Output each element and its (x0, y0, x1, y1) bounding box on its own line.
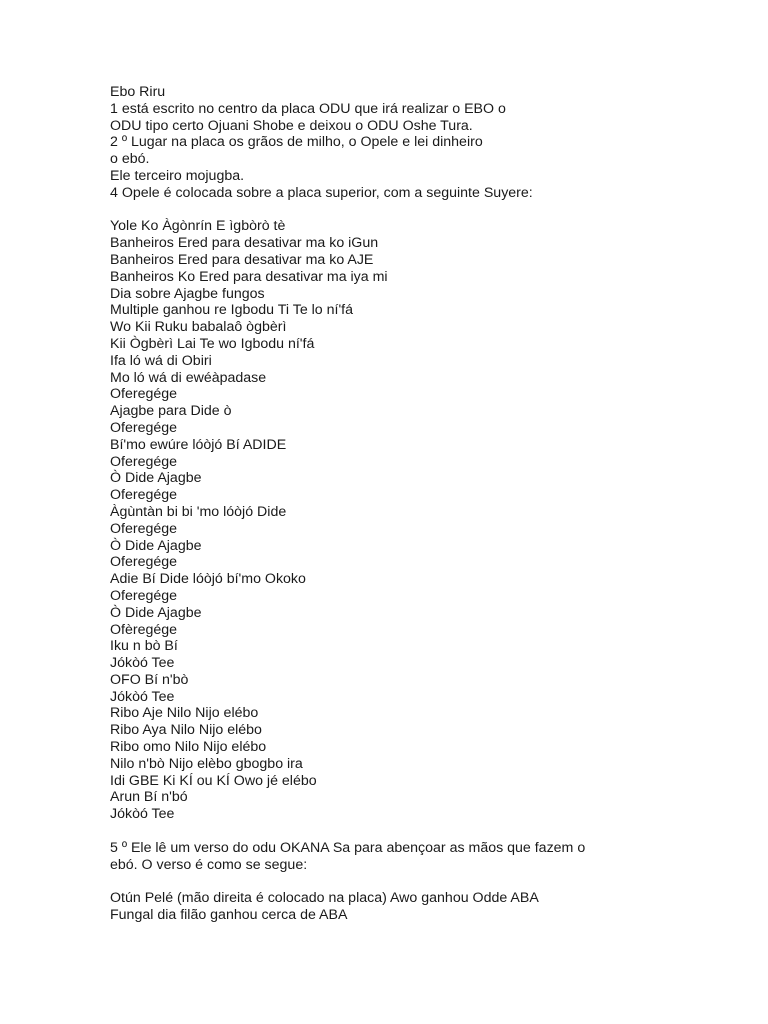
text-line: Otún Pelé (mão direita é colocado na placa) Awo ganhou Odde ABA (110, 890, 539, 907)
text-line: Bí'mo ewúre lóòjó Bí ADIDE (110, 436, 287, 453)
text-line: Arun Bí n'bó (110, 789, 188, 806)
blank-line (110, 202, 710, 219)
text-line: 1 está escrito no centro da placa ODU que irá realizar o EBO o (110, 100, 506, 117)
text-line: Multiple ganhou re Igbodu Ti Te lo ní'fá (110, 302, 354, 319)
text-line: Ò Dide Ajagbe (110, 604, 202, 621)
text-line: ebó. O verso é como se segue: (110, 856, 308, 873)
text-line: Mo ló wá di ewéàpadase (110, 369, 267, 386)
text-line: Yole Ko Àgònrín E ìgbòrò tè (110, 218, 286, 235)
text-line: Ebo Riru (110, 84, 166, 100)
text-line: Oferegége (110, 419, 178, 436)
text-line: Kii Ògbèrì Lai Te wo Igbodu ní'fá (110, 335, 315, 352)
text-line: Ribo omo Nilo Nijo elébo (110, 739, 267, 756)
document-body (110, 84, 710, 924)
text-line: Nilo n'bò Nijo elèbo gbogbo ira (110, 755, 303, 772)
text-line: ODU tipo certo Ojuani Shobe e deixou o ODU Oshe Tura. (110, 117, 473, 134)
text-line: Banheiros Ko Ered para desativar ma iya mi (110, 268, 388, 285)
text-line: Oferegége (110, 386, 178, 403)
blank-line (110, 873, 710, 890)
text-line: Ele terceiro mojugba. (110, 167, 245, 184)
text-line: Oferegége (110, 453, 178, 470)
text-line: Jókòó Tee (110, 688, 175, 705)
text-line: Idi GBE Ki KÍ ou KÍ Owo jé elébo (110, 772, 317, 789)
text-line: 5 º Ele lê um verso do odu OKANA Sa para abençoar as mãos que fazem o (110, 839, 586, 856)
text-line: Jókòó Tee (110, 655, 175, 672)
text-line: Jókòó Tee (110, 806, 175, 823)
text-line: 2 º Lugar na placa os grãos de milho, o Opele e lei dinheiro (110, 134, 483, 151)
text-line: Oferegége (110, 520, 178, 537)
text-line: Banheiros Ered para desativar ma ko iGun (110, 235, 379, 252)
text-line: Adie Bí Dide lóòjó bí'mo Okoko (110, 571, 306, 588)
text-line: Àgùntàn bi bi 'mo lóòjó Dide (110, 503, 287, 520)
text-line: OFO Bí n'bò (110, 671, 189, 688)
text-line: Ò Dide Ajagbe (110, 470, 202, 487)
text-line: Wo Kii Ruku babalaô ògbèrì (110, 319, 287, 336)
text-line: Ajagbe para Dide ò (110, 403, 232, 420)
text-line: Oferegége (110, 487, 178, 504)
text-line: o ebó. (110, 151, 150, 168)
text-line: Oferegége (110, 587, 178, 604)
text-line: Ribo Aya Nilo Nijo elébo (110, 722, 262, 739)
text-line: 4 Opele é colocada sobre a placa superior, com a seguinte Suyere: (110, 184, 533, 201)
text-line: Fungal dia filão ganhou cerca de ABA (110, 907, 348, 924)
text-line: Iku n bò Bí (110, 638, 178, 655)
text-line: Ofèregége (110, 621, 178, 638)
text-line: Oferegége (110, 554, 178, 571)
text-line: Ribo Aje Nilo Nijo elébo (110, 705, 259, 722)
text-line: Ifa ló wá di Obiri (110, 352, 212, 369)
blank-line (110, 823, 710, 840)
text-line: Ò Dide Ajagbe (110, 537, 202, 554)
text-line: Dia sobre Ajagbe fungos (110, 285, 265, 302)
text-line: Banheiros Ered para desativar ma ko AJE (110, 251, 374, 268)
